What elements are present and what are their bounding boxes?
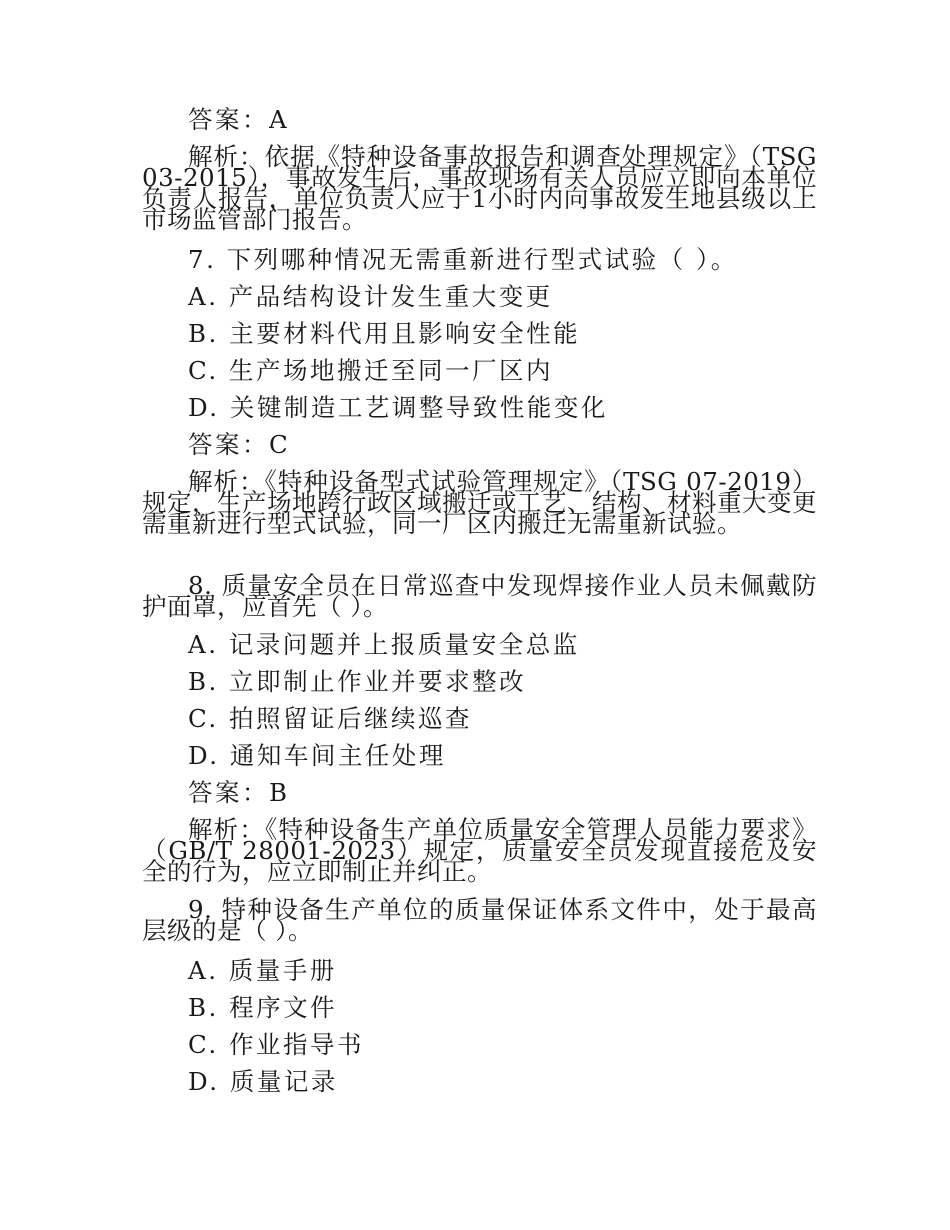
answer-text: 答案：B	[188, 778, 290, 807]
option-9d: D. 质量记录	[188, 1067, 338, 1096]
option-7b: B. 主要材料代用且影响安全性能	[188, 319, 581, 348]
question-8: 8. 质量安全员在日常巡查中发现焊接作业人员未佩戴防护面罩，应首先（ ）。	[142, 571, 817, 621]
option-7a: A. 产品结构设计发生重大变更	[188, 282, 553, 311]
question-9: 9. 特种设备生产单位的质量保证体系文件中，处于最高层级的是（ ）。	[142, 895, 817, 945]
option-8b: B. 立即制止作业并要求整改	[188, 667, 527, 696]
option-9a: A. 质量手册	[188, 956, 337, 985]
analysis-text: 解析：依据《特种设备事故报告和调查处理规定》（TSG 03-2015），事故发生后，事故现场有关人员应立即向本单位负责人报告，单位负责人应于1小时内向事故发生地县级以上市场监管部门报告。	[142, 142, 817, 234]
option-9c: C. 作业指导书	[188, 1030, 364, 1059]
question-7: 7. 下列哪种情况无需重新进行型式试验（ ）。	[188, 245, 738, 274]
answer-text: 答案：C	[188, 430, 291, 459]
analysis-text: 解析：《特种设备型式试验管理规定》（TSG 07-2019）规定，生产场地跨行政区域搬迁或工艺、结构、材料重大变更需重新进行型式试验，同一厂区内搬迁无需重新试验。	[142, 467, 817, 538]
answer-text: 答案：A	[188, 105, 290, 134]
option-7d: D. 关键制造工艺调整导致性能变化	[188, 393, 608, 422]
analysis-text: 解析：《特种设备生产单位质量安全管理人员能力要求》（GB/T 28001-2023）规定，质量安全员发现直接危及安全的行为，应立即制止并纠正。	[142, 815, 817, 886]
option-8c: C. 拍照留证后继续巡查	[188, 704, 472, 733]
option-7c: C. 生产场地搬迁至同一厂区内	[188, 356, 553, 385]
option-8d: D. 通知车间主任处理	[188, 741, 446, 770]
option-8a: A. 记录问题并上报质量安全总监	[188, 630, 580, 659]
option-9b: B. 程序文件	[188, 993, 338, 1022]
